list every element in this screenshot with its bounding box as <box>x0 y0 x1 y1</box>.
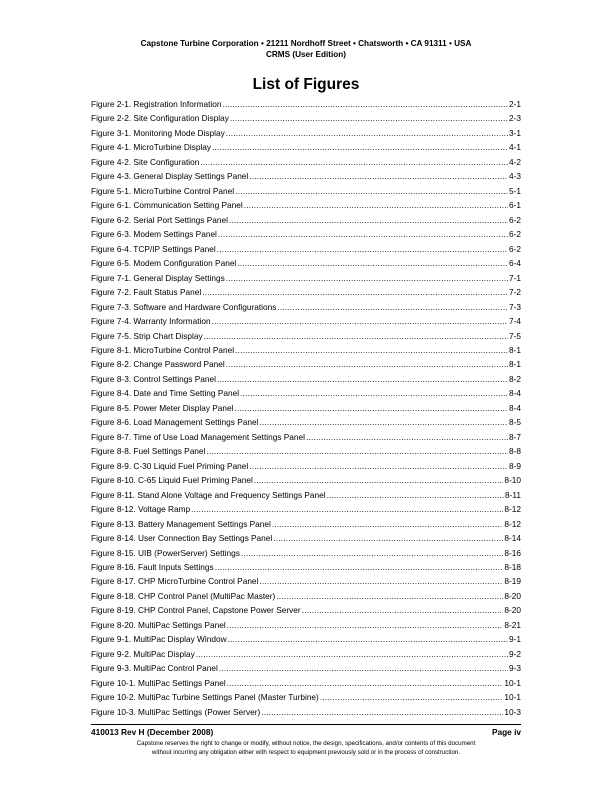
figure-entry-label: Figure 8-5. Power Meter Display Panel <box>91 402 234 413</box>
figure-entry[interactable] <box>91 705 521 719</box>
figure-entry-page: 8-19 <box>504 576 521 587</box>
figure-entry-page: 10-1 <box>504 677 521 688</box>
figure-entry-page: 4-1 <box>509 142 521 153</box>
figure-entry[interactable] <box>91 111 521 125</box>
figure-entry[interactable] <box>91 676 521 690</box>
figure-entry-label: Figure 8-11. Stand Alone Voltage and Frequency Settings Panel <box>91 489 326 500</box>
figure-entry-label: Figure 8-12. Voltage Ramp <box>91 504 191 515</box>
figure-entry-page: 8-1 <box>509 359 521 370</box>
figure-entry[interactable] <box>91 343 521 357</box>
figure-entry-label: Figure 7-5. Strip Chart Display <box>91 330 203 341</box>
figure-entry-page: 10-1 <box>504 692 521 703</box>
disclaimer-line: Capstone reserves the right to change or modify, without notice, the design, specifications, and/or contents of this document <box>136 740 476 747</box>
figure-entry-label: Figure 10-2. MultiPac Turbine Settings Panel (Master Turbine) <box>91 692 319 703</box>
dot-leader <box>235 343 508 357</box>
figure-entry-label: Figure 4-1. MicroTurbine Display <box>91 142 212 153</box>
dot-leader <box>272 517 504 531</box>
figure-entry-label: Figure 4-2. Site Configuration <box>91 156 200 167</box>
dot-leader <box>219 661 508 675</box>
dot-leader <box>277 300 508 314</box>
dot-leader <box>217 242 508 256</box>
figure-entry-label: Figure 8-14. User Connection Bay Settings Panel <box>91 533 273 544</box>
figure-entry[interactable] <box>91 372 521 386</box>
figure-entry[interactable] <box>91 415 521 429</box>
dot-leader <box>226 126 508 140</box>
dot-leader <box>196 647 508 661</box>
figure-entry[interactable] <box>91 97 521 111</box>
figure-entry-page: 7-5 <box>509 330 521 341</box>
figure-entry-label: Figure 7-2. Fault Status Panel <box>91 287 202 298</box>
figure-entry-label: Figure 6-4. TCP/IP Settings Panel <box>91 243 216 254</box>
figure-entry-label: Figure 7-4. Warranty Information <box>91 316 211 327</box>
figure-entry-page: 8-1 <box>509 344 521 355</box>
figure-entry[interactable] <box>91 502 521 516</box>
figure-entry[interactable] <box>91 213 521 227</box>
figure-entry-page: 8-12 <box>504 504 521 515</box>
figure-entry-label: Figure 8-19. CHP Control Panel, Capstone Power Server <box>91 605 301 616</box>
figure-entry-page: 7-1 <box>509 272 521 283</box>
figure-entry[interactable] <box>91 329 521 343</box>
figure-entry[interactable] <box>91 155 521 169</box>
figure-entry-label: Figure 9-2. MultiPac Display <box>91 648 195 659</box>
figure-entry-label: Figure 2-1. Registration Information <box>91 99 222 109</box>
figure-entry[interactable] <box>91 589 521 603</box>
dot-leader <box>212 140 508 154</box>
figure-entry-label: Figure 6-2. Serial Port Settings Panel <box>91 214 228 225</box>
dot-leader <box>218 227 508 241</box>
figure-entry-label: Figure 8-2. Change Password Panel <box>91 359 225 370</box>
dot-leader <box>227 676 504 690</box>
dot-leader <box>259 574 503 588</box>
dot-leader <box>226 357 508 371</box>
figure-entry-page: 5-1 <box>509 185 521 196</box>
figure-entry-label: Figure 8-3. Control Settings Panel <box>91 373 216 384</box>
figure-entry-page: 8-5 <box>509 417 521 428</box>
footer-disclaimer <box>60 740 552 757</box>
figure-entry-label: Figure 8-8. Fuel Settings Panel <box>91 446 206 457</box>
figure-entry-page: 6-1 <box>509 200 521 211</box>
figure-entry-page: 9-3 <box>509 663 521 674</box>
figure-entry-page: 3-1 <box>509 127 521 138</box>
dot-leader <box>241 546 503 560</box>
figure-entry-page: 8-12 <box>504 518 521 529</box>
dot-leader <box>212 314 508 328</box>
figure-entry-page: 7-4 <box>509 316 521 327</box>
dot-leader <box>226 271 508 285</box>
figure-entry-page: 6-2 <box>509 243 521 254</box>
figure-entry-label: Figure 8-18. CHP Control Panel (MultiPac Master) <box>91 590 276 601</box>
figure-entry[interactable] <box>91 546 521 560</box>
figure-entry-page: 6-2 <box>509 229 521 240</box>
figure-entry-label: Figure 2-2. Site Configuration Display <box>91 113 229 124</box>
footer-page-number: Page iv <box>491 727 521 737</box>
figure-entry[interactable] <box>91 603 521 617</box>
figure-entry-label: Figure 5-1. MicroTurbine Control Panel <box>91 185 235 196</box>
figure-entry[interactable] <box>91 531 521 545</box>
dot-leader <box>223 97 508 111</box>
dot-leader <box>191 502 503 516</box>
figure-entry[interactable] <box>91 430 521 444</box>
figure-entry-label: Figure 8-16. Fault Inputs Settings <box>91 562 214 572</box>
figure-entry-label: Figure 8-17. CHP MicroTurbine Control Panel <box>91 576 259 587</box>
figure-entry-page: 8-16 <box>504 547 521 558</box>
dot-leader <box>237 256 508 270</box>
figure-entry-label: Figure 10-1. MultiPac Settings Panel <box>91 677 226 688</box>
dot-leader <box>273 531 503 545</box>
figure-list <box>91 97 521 719</box>
figure-entry-label: Figure 9-3. MultiPac Control Panel <box>91 663 218 674</box>
figure-entry-page: 7-3 <box>509 301 521 312</box>
dot-leader <box>261 705 503 719</box>
figure-entry[interactable] <box>91 401 521 415</box>
dot-leader <box>249 459 508 473</box>
dot-leader <box>327 488 504 502</box>
dot-leader <box>320 690 504 704</box>
figure-entry[interactable] <box>91 184 521 198</box>
dot-leader <box>217 372 508 386</box>
header-product-line: CRMS (User Edition) <box>265 50 347 59</box>
figure-entry[interactable] <box>91 169 521 183</box>
figure-entry-label: Figure 8-9. C-30 Liquid Fuel Priming Panel <box>91 460 249 471</box>
figure-entry[interactable] <box>91 198 521 212</box>
figure-entry[interactable] <box>91 690 521 704</box>
figure-entry-page: 2-1 <box>509 99 521 109</box>
header-company-line: Capstone Turbine Corporation • 21211 Nordhoff Street • Chatsworth • CA 91311 • USA <box>140 39 472 48</box>
figure-entry-page: 8-7 <box>509 431 521 442</box>
figure-entry-page: 8-2 <box>509 373 521 384</box>
figure-entry[interactable] <box>91 300 521 314</box>
figure-entry[interactable] <box>91 661 521 675</box>
figure-entry-page: 2-3 <box>509 113 521 124</box>
dot-leader <box>306 430 508 444</box>
figure-entry[interactable] <box>91 459 521 473</box>
dot-leader <box>235 401 509 415</box>
page-header <box>0 38 612 60</box>
dot-leader <box>202 285 508 299</box>
figure-entry[interactable] <box>91 444 521 458</box>
figure-entry[interactable] <box>91 271 521 285</box>
figure-entry[interactable] <box>91 488 521 502</box>
figure-entry[interactable] <box>91 473 521 487</box>
dot-leader <box>235 184 508 198</box>
figure-entry[interactable] <box>91 227 521 241</box>
figure-entry[interactable] <box>91 285 521 299</box>
dot-leader <box>204 329 508 343</box>
dot-leader <box>230 111 508 125</box>
figure-entry-label: Figure 4-3. General Display Settings Panel <box>91 171 249 182</box>
figure-entry[interactable] <box>91 140 521 154</box>
figure-entry-page: 8-10 <box>504 475 521 486</box>
figure-entry[interactable] <box>91 386 521 400</box>
dot-leader <box>254 473 504 487</box>
figure-entry-page: 8-9 <box>509 460 521 471</box>
figure-entry-label: Figure 8-10. C-65 Liquid Fuel Priming Panel <box>91 475 253 486</box>
figure-entry-page: 8-4 <box>509 388 521 399</box>
dot-leader <box>206 444 508 458</box>
figure-entry-label: Figure 8-20. MultiPac Settings Panel <box>91 619 226 630</box>
dot-leader <box>249 169 508 183</box>
footer-document-id: 410013 Rev H (December 2008) <box>91 727 214 737</box>
figure-entry[interactable] <box>91 357 521 371</box>
dot-leader <box>259 415 508 429</box>
figure-entry-label: Figure 3-1. Monitoring Mode Display <box>91 127 225 138</box>
figure-entry[interactable] <box>91 314 521 328</box>
page-title: List of Figures <box>252 76 360 93</box>
dot-leader <box>244 198 508 212</box>
dot-leader <box>200 155 508 169</box>
figure-entry[interactable] <box>91 618 521 632</box>
figure-entry-page: 8-11 <box>505 489 521 500</box>
figure-entry-page: 9-1 <box>509 634 521 645</box>
figure-entry-page: 8-18 <box>504 562 521 572</box>
dot-leader <box>302 603 504 617</box>
figure-entry-label: Figure 7-1. General Display Settings <box>91 272 225 283</box>
figure-entry-page: 8-20 <box>504 605 521 616</box>
figure-entry-page: 8-14 <box>504 533 521 544</box>
figure-entry[interactable] <box>91 574 521 588</box>
figure-entry[interactable] <box>91 517 521 531</box>
footer-divider <box>91 724 521 725</box>
dot-leader <box>227 618 504 632</box>
figure-entry-label: Figure 9-1. MultiPac Display Window <box>91 634 227 645</box>
figure-entry[interactable] <box>91 647 521 661</box>
figure-entry-label: Figure 8-13. Battery Management Settings Panel <box>91 518 271 529</box>
figure-entry-label: Figure 8-6. Load Management Settings Panel <box>91 417 259 428</box>
figure-entry-label: Figure 8-4. Date and Time Setting Panel <box>91 388 240 399</box>
figure-entry-label: Figure 6-3. Modem Settings Panel <box>91 229 217 240</box>
figure-entry-label: Figure 6-5. Modem Configuration Panel <box>91 258 237 269</box>
dot-leader <box>229 213 508 227</box>
figure-entry-page: 10-3 <box>504 706 521 717</box>
figure-entry-page: 6-4 <box>509 258 521 269</box>
figure-entry[interactable] <box>91 560 521 574</box>
dot-leader <box>215 560 504 574</box>
figure-entry-page: 4-3 <box>509 171 521 182</box>
dot-leader <box>276 589 503 603</box>
dot-leader <box>228 632 508 646</box>
figure-entry-page: 7-2 <box>509 287 521 298</box>
figure-entry-page: 8-21 <box>504 619 521 630</box>
figure-entry[interactable] <box>91 256 521 270</box>
figure-entry-label: Figure 10-3. MultiPac Settings (Power Server) <box>91 706 261 717</box>
figure-entry-label: Figure 6-1. Communication Setting Panel <box>91 200 243 211</box>
figure-entry[interactable] <box>91 632 521 646</box>
figure-entry-label: Figure 7-3. Software and Hardware Configurations <box>91 301 277 312</box>
figure-entry-label: Figure 8-1. MicroTurbine Control Panel <box>91 344 235 355</box>
figure-entry[interactable] <box>91 242 521 256</box>
figure-entry-page: 6-2 <box>509 214 521 225</box>
figure-entry-page: 4-2 <box>509 156 521 167</box>
figure-entry[interactable] <box>91 126 521 140</box>
figure-entry-page: 9-2 <box>509 648 521 659</box>
figure-entry-label: Figure 8-15. UIB (PowerServer) Settings <box>91 547 240 558</box>
dot-leader <box>240 386 508 400</box>
figure-entry-page: 8-8 <box>509 446 521 457</box>
figure-entry-page: 8-20 <box>504 590 521 601</box>
figure-entry-label: Figure 8-7. Time of Use Load Management Settings Panel <box>91 431 305 442</box>
figure-entry-page: 8-4 <box>509 402 521 413</box>
disclaimer-line: without incurring any obligation either with respect to equipment previously sold or in the process of construction. <box>151 748 461 756</box>
